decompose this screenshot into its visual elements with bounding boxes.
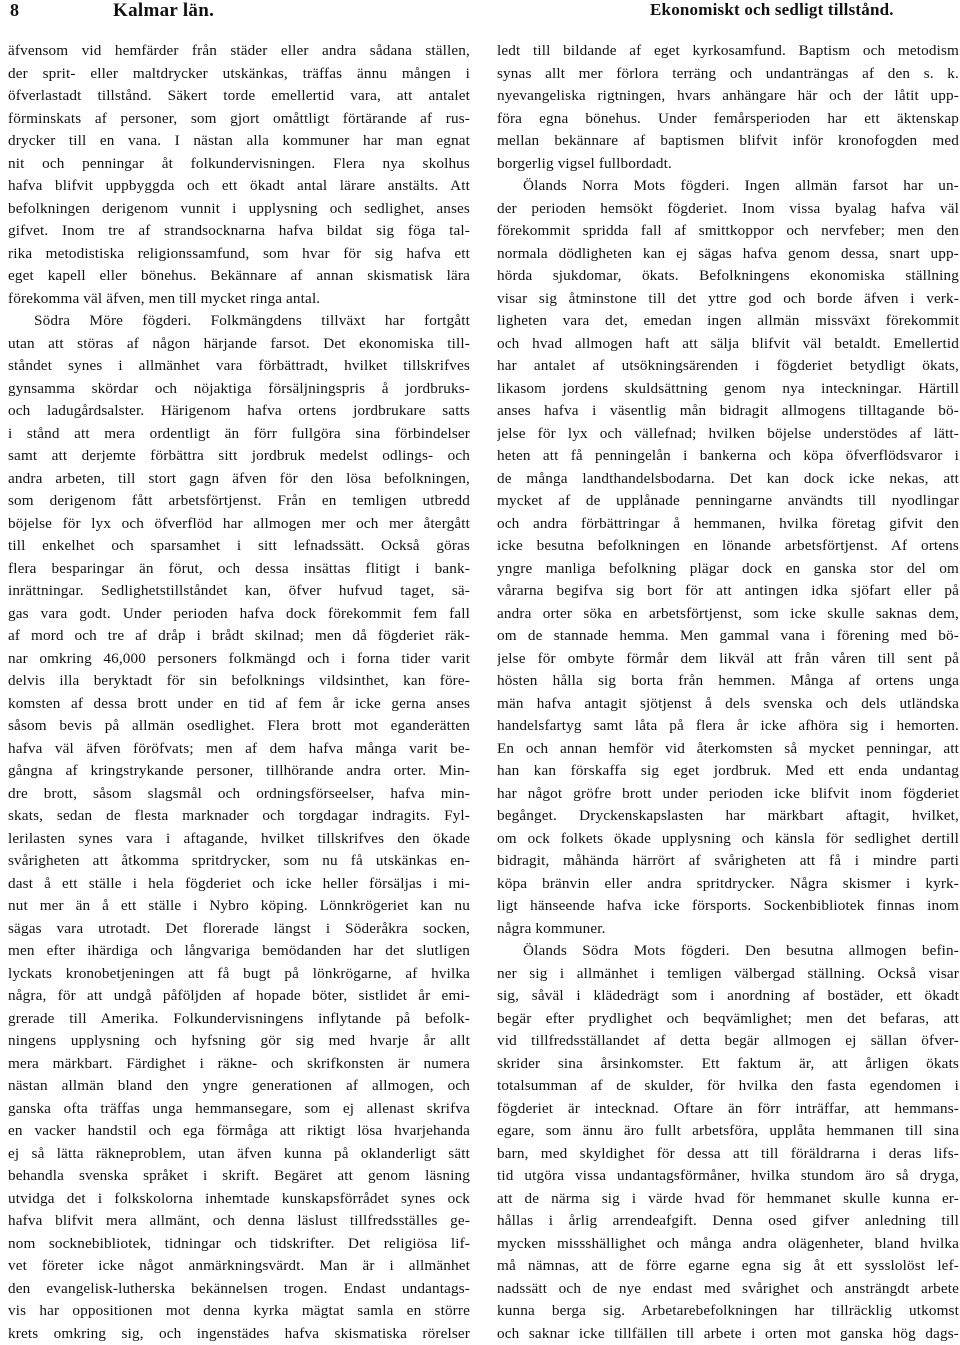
text-line: mera märkbart. Färdighet i räkne- och skrifkonsten är numera [8,1053,470,1076]
text-line: nut mer än å ett ställe i Nybro köping. Lönnkrögeriet kan nu [8,895,470,918]
text-line: jelse för lyx och vällefnad; hvilken böjelse understödes af lätt- [497,423,959,446]
text-line: af mord och tre af dråp i brådt skilnad; men då fögderiet räk- [8,625,470,648]
text-line: barn, med skyldighet för dessa att till föräldrarna i deras lifs- [497,1143,959,1166]
text-line: hållas i årlig arrendeafgift. Denna osed gifver anledning till [497,1210,959,1233]
text-line: hösten hålla sig borta från hemmen. Många af ortens unga [497,670,959,693]
text-line: En och annan hemför vid återkomsten så mycket penningar, att [497,738,959,761]
text-line: nadssätt och de nye endast med svårighet och ansträngdt arbete [497,1278,959,1301]
text-line: mycket af de upplånade penningarne användts till nyodlingar [497,490,959,513]
text-line: i stånd att mera ordentligt än förr fullgöra sina förbindelser [8,423,470,446]
text-line: icke besutna befolkningen en lönande arbetsförtjenst. Af ortens [497,535,959,558]
text-line: ledt till bildande af eget kyrkosamfund. Baptism och metodism [497,40,959,63]
text-line: förekommit spridda fall af smittkoppor och nervfeber; men den [497,220,959,243]
text-line: nar omkring 46,000 personers folkmängd och i forna tider varit [8,648,470,671]
text-line: delvis illa beryktadt för sin befolknings vildsinthet, kan före- [8,670,470,693]
text-line: ligheten vara det, emedan ingen allmän missväxt förekommit [497,310,959,333]
text-line: der perioden hemsökt fögderiet. Inom vissa byalag hafva väl [497,198,959,221]
text-line: vis har oppositionen mot denna kyrka mägtat samla en större [8,1300,470,1323]
text-line: utvidga det i folkskolorna inhemtade kunskapsförrådet synes ock [8,1188,470,1211]
text-line: några kommuner. [497,918,959,941]
text-line: hafva väl äfven föröfvats; men af dem hafva många varit be- [8,738,470,761]
text-line: hafva blifvit uppbyggda och ett ökadt antal lärare anstälts. Att [8,175,470,198]
text-line: borgerlig vigsel fullbordadt. [497,153,959,176]
text-line: och saknar icke tillfällen till arbete i orten mot ganska hög dags- [497,1323,959,1345]
text-line: böjelse för lyx och öfverflöd har allmogen mer och mer återgått [8,513,470,536]
text-line: män hafva antagit sjötjenst å dels svenska och dels utländska [497,693,959,716]
text-line: Södra Möre fögderi. Folkmängdens tillväxt har fortgått [8,310,470,333]
text-line: ligt hänseende hafva icke försports. Sockenbibliotek finnas inom [497,895,959,918]
text-line: nyevangeliska rigtningen, hvars anhängare här och der låtit upp- [497,85,959,108]
text-line: synas allt mer förlora terräng och undanträngas af den s. k. [497,63,959,86]
page-number: 8 [10,0,19,21]
text-line: de många landthandelsbodarna. Det kan dock icke nekas, att [497,468,959,491]
text-line: att de närma sig i värde hvad för hemmanet skulle kunna er- [497,1188,959,1211]
text-line: dast å ett ställe i hela fögderiet och icke heller försäljas i mi- [8,873,470,896]
text-line: har något gröfre brott under perioden icke blifvit inom fögderiet [497,783,959,806]
text-line: köpa bränvin eller andra spritdrycker. Några skismer i kyrk- [497,873,959,896]
text-line: och hvad allmogen haft att sälja blifvit väl betaldt. Emellertid [497,333,959,356]
page-header [0,0,960,28]
text-line: grerade till Amerika. Folkundervisningens inflytande på befolk- [8,1008,470,1031]
text-line: Ölands Södra Mots fögderi. Den besutna allmogen befin- [497,940,959,963]
text-line: men efter ihärdiga och långvariga bemödanden har det slutligen [8,940,470,963]
text-line: och andra förbättringar å hemmanen, hvilka företag gifvit den [497,513,959,536]
text-line: gifvet. Inom tre af strandsocknarna hafva bildat sig föga tal- [8,220,470,243]
text-line: svårigheten att åtkomma spritdrycker, som nu få utskänkas en- [8,850,470,873]
text-line: Ölands Norra Mots fögderi. Ingen allmän farsot har un- [497,175,959,198]
text-line: nit och penningar åt folkundervisningen. Flera nya skolhus [8,153,470,176]
text-line: mellan bekännare af baptismen blifvit inför kronofogden med [497,130,959,153]
text-line: dre brott, såsom slagsmål och ordningsförseelser, hafva min- [8,783,470,806]
text-line: öfverlastadt tillstånd. Säkert torde emellertid vara, att antalet [8,85,470,108]
text-line: befolkningen derigenom vunnit i upplysning och sedlighet, anses [8,198,470,221]
text-line: mycken missshällighet och många andra olägenheter, bland hvilka [497,1233,959,1256]
text-line: inrättningar. Sedlighetstillståndet kan, öfver hufvud taget, sä- [8,580,470,603]
text-line: lyckats kronobetjeningen att få bugt på lönkrögarne, af hvilka [8,963,470,986]
text-line: sig, såväl i klädedrägt som i anordning af bostäder, ett ökadt [497,985,959,1008]
text-line: eget kapell eller bönehus. Bekännare af annan skismatisk lära [8,265,470,288]
text-line: vårarna begifva sig bort för att antingen idka sjöfart eller på [497,580,959,603]
text-line: nom socknebibliotek, tidningar och tidskrifter. Det religiösa lif- [8,1233,470,1256]
text-line: andra arbeten, till stort gagn äfven för den lösa befolkningen, [8,468,470,491]
text-line: andra orter söka en arbetsförtjenst, som icke skulle saknas dem, [497,603,959,626]
text-line: komsten af dessa brott under en tid af fem år icke gerna anses [8,693,470,716]
text-line: egare, som ännu äro fullt arbetsföra, upplåta hemmanen till sina [497,1120,959,1143]
text-line: ej så lätta räkneproblem, utan äfven kunna på oklanderligt sätt [8,1143,470,1166]
text-line: nästan allmän bland den yngre generationen af allmogen, och [8,1075,470,1098]
text-line: fögderiet är intecknad. Oftare än förr inträffar, att hemmans- [497,1098,959,1121]
text-line: drycker till en vana. I nästan alla kommuner har man egnat [8,130,470,153]
text-line: gynsamma skördar och nöjaktiga försäljningspris å jordbruks- [8,378,470,401]
text-line: må nämnas, att de förre egarne egna sig åt ett sysslolöst lef- [497,1255,959,1278]
text-line: om ock folkets ökade upplysning och känsla för sedlighet dertill [497,828,959,851]
text-line: rika metodistiska religionssamfund, som hvar för sig hafva ett [8,243,470,266]
text-line: likasom jordens skuldsättning genom nya inteckningar. Härtill [497,378,959,401]
text-line: visar sig åtminstone till det yttre god och borde äfven i verk- [497,288,959,311]
text-line: behandla svenska språket i skrift. Begäret att genom läsning [8,1165,470,1188]
text-line: förminskats af personer, som gjort omåttligt förtärande af rus- [8,108,470,131]
text-line: kunna berga sig. Arbetarebefolkningen har tillräcklig utkomst [497,1300,959,1323]
text-line: hafva blifvit mera allmänt, och denna läslust tillfredsställes ge- [8,1210,470,1233]
text-line: till enkelhet och sparsamhet i sitt lefnadssätt. Också göras [8,535,470,558]
text-line: anses hafva i väsentlig mån bidragit allmogens tilltagande bö- [497,400,959,423]
text-line: ståndet synes i allmänhet vara förbättradt, hvilket tillskrifves [8,355,470,378]
text-line: heten att få penningelån i bankerna och köpa öfverflödsvaror i [497,445,959,468]
text-line: skrider sina årsinkomster. Ett faktum är, att årligen ökats [497,1053,959,1076]
text-line: flera besparingar än förut, och dessa insättas flitigt i bank- [8,558,470,581]
text-line: om de stannade hemma. Men gammal vana i förening med bö- [497,625,959,648]
text-line: bidragit, måhända härrört af svårigheten att få i mindre parti [497,850,959,873]
text-line: den evangelisk-lutherska bekännelsen trogen. Endast undantags- [8,1278,470,1301]
running-head-left: Kalmar län. [113,0,214,22]
text-line: gångna af kringstrykande personer, tillhörande andra orter. Min- [8,760,470,783]
text-line: några, för att undgå påföljden af hopade böter, sistlidet år emi- [8,985,470,1008]
text-line: en vacker handstil och ega förmåga att riktigt lösa hvarjehanda [8,1120,470,1143]
text-line: har antalet af utsökningsärenden i fögderiet betydligt ökats, [497,355,959,378]
text-line: samt att derjemte förbättra sitt jordbruk medelst odlings- och [8,445,470,468]
text-line: äfvensom vid hemfärder från städer eller andra sådana ställen, [8,40,470,63]
text-line: och ladugårdsalster. Härigenom hafva ortens jordbrukare satts [8,400,470,423]
text-line: normala dödligheten kan ej sägas hafva genom dessa, snart upp- [497,243,959,266]
text-line: tid utgöra vissa undantagsförmåner, hvilka stundom äro så dryga, [497,1165,959,1188]
right-text-column [497,40,959,1345]
text-line: såsom bevis på allmän osedlighet. Flera brott mot eganderätten [8,715,470,738]
text-line: utan att störas af någon härjande farsot. Det ekonomiska till- [8,333,470,356]
text-line: föra egna bönehus. Under femårsperioden har ett äktenskap [497,108,959,131]
text-line: yngre manliga befolkning plägar dock en ganska stor del om [497,558,959,581]
text-line: krets omkring sig, och ingenstädes hafva skismatiska rörelser [8,1323,470,1345]
text-line: gas vara godt. Under perioden hafva dock förekommit fem fall [8,603,470,626]
text-line: begånget. Dryckenskapslasten har märkbart aftagit, hvilket, [497,805,959,828]
text-line: handelsfartyg samt låta på flera år icke afhöra sig i hemorten. [497,715,959,738]
text-line: ganska ofta träffas unga hemmansegare, som ej allenast skrifva [8,1098,470,1121]
text-line: vet företer icke något anmärkningsvärdt. Man är i allmänhet [8,1255,470,1278]
text-line: vid tillfredsställandet af detta begär allmogen ej sällan öfver- [497,1030,959,1053]
text-line: ner sig i allmänhet i temligen välbergad ställning. Också visar [497,963,959,986]
text-line: der sprit- eller maltdrycker utskänkas, träffas ännu mången i [8,63,470,86]
running-head-right: Ekonomiskt och sedligt tillstånd. [650,0,894,20]
text-line: totalsumman af de skulder, för hvilka den fasta egendomen i [497,1075,959,1098]
text-line: som derigenom fått arbetsförtjenst. Från en temligen utbredd [8,490,470,513]
text-line: han kan förskaffa sig eget jordbruk. Med ett enda undantag [497,760,959,783]
left-text-column [8,40,470,1345]
text-line: jelse för ombyte förmår dem likväl att från våren till sent på [497,648,959,671]
text-line: förekomma väl äfven, men till mycket ringa antal. [8,288,470,311]
text-line: skats, sedan de flesta marknader och torgdagar indragits. Fyl- [8,805,470,828]
text-line: hörda sjukdomar, ökats. Befolkningens ekonomiska ställning [497,265,959,288]
text-line: begär efter prydlighet och beqvämlighet; men det befaras, att [497,1008,959,1031]
text-line: ningens upplysning och hyfsning gör sig med hvarje år allt [8,1030,470,1053]
text-line: sägas vara utrotadt. Det florerade längst i Söderåkra socken, [8,918,470,941]
text-line: lerilasten synes vara i aftagande, hvilket tillskrifves den ökade [8,828,470,851]
